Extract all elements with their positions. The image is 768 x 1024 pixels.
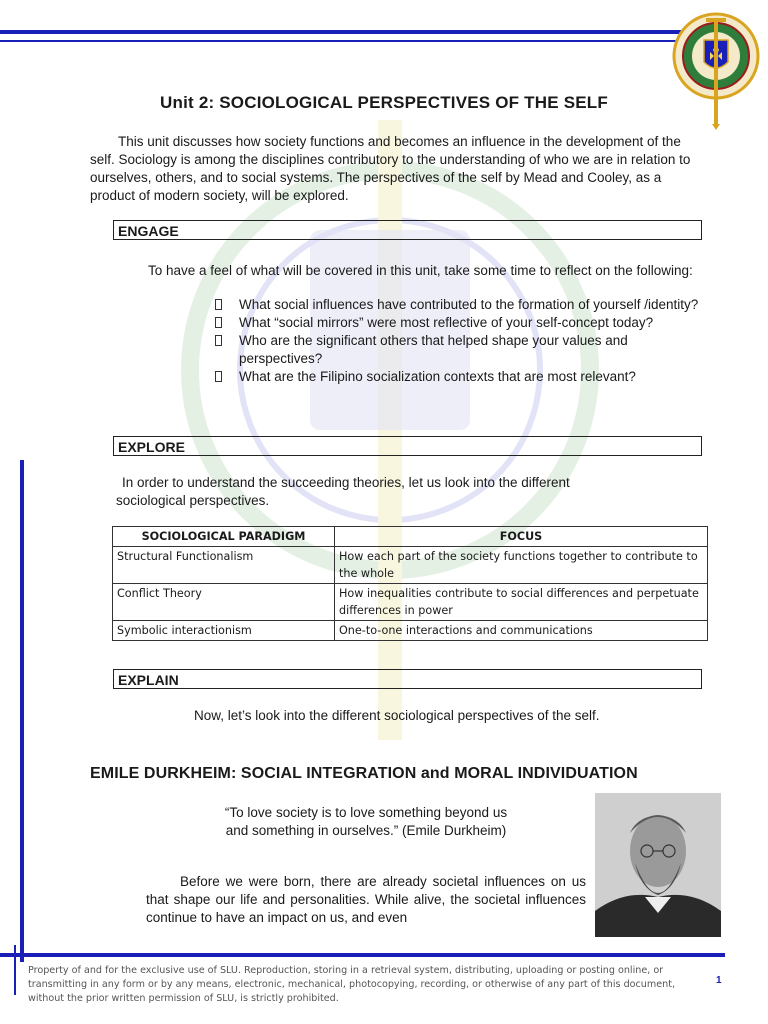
table-row bbox=[113, 621, 708, 641]
explore-lead: In order to understand the succeeding theories, let us look into the different sociological perspectives. bbox=[116, 475, 570, 508]
durkheim-portrait bbox=[595, 793, 721, 937]
table-cell: Structural Functionalism bbox=[113, 547, 335, 584]
list-item: Who are the significant others that helped shape your values and perspectives? bbox=[215, 332, 705, 368]
engage-heading: ENGAGE bbox=[113, 220, 702, 240]
intro-paragraph: This unit discusses how society functions and becomes an influence in the development of the self. Sociology is among the disciplines contributory to the understanding of who we are in relation to ourselves, others, and to social systems. The perspectives of the self by Mead and Cooley, as a product of modern society, will be explored. bbox=[90, 134, 691, 203]
list-item: What “social mirrors” were most reflective of your self-concept today? bbox=[215, 314, 705, 332]
footer-rule bbox=[0, 953, 725, 957]
unit-title: Unit 2: SOCIOLOGICAL PERSPECTIVES OF THE SELF bbox=[160, 93, 608, 112]
engage-lead: To have a feel of what will be covered in this unit, take some time to reflect on the following: bbox=[148, 263, 693, 278]
table-cell: One-to-one interactions and communications bbox=[335, 621, 708, 641]
engage-question-list bbox=[215, 296, 705, 386]
durkheim-quote: “To love society is to love something beyond us and something in ourselves.” (Emile Durkheim) bbox=[224, 805, 508, 838]
explain-heading: EXPLAIN bbox=[113, 669, 702, 689]
header-rule-thick bbox=[0, 30, 700, 34]
bullet-box-icon bbox=[215, 317, 222, 328]
table-cell: Symbolic interactionism bbox=[113, 621, 335, 641]
durkheim-section-heading: EMILE DURKHEIM: SOCIAL INTEGRATION and MORAL INDIVIDUATION bbox=[90, 765, 638, 782]
table-cell: Conflict Theory bbox=[113, 584, 335, 621]
list-item: What are the Filipino socialization contexts that are most relevant? bbox=[215, 368, 705, 386]
explain-lead: Now, let’s look into the different sociological perspectives of the self. bbox=[194, 708, 600, 723]
page-number: 1 bbox=[716, 975, 722, 986]
table-cell: How each part of the society functions together to contribute to the whole bbox=[335, 547, 708, 584]
copyright-footer: Property of and for the exclusive use of SLU. Reproduction, storing in a retrieval system, distributing, uploading or posting online, or transmitting in any form or by any means, electronic, mechanical, photocopying, recording, or otherwise of any part of this document, without the prior written permission of SLU, is strictly prohibited. bbox=[28, 965, 676, 1004]
table-row bbox=[113, 547, 708, 584]
column-header: FOCUS bbox=[335, 527, 708, 547]
table-cell: How inequalities contribute to social differences and perpetuate differences in power bbox=[335, 584, 708, 621]
footer-left-tick bbox=[14, 945, 16, 995]
bullet-box-icon bbox=[215, 335, 222, 346]
watermark-seal bbox=[180, 110, 600, 750]
sociological-paradigm-table bbox=[112, 526, 708, 641]
durkheim-body-paragraph: Before we were born, there are already societal influences on us that shape our life and personalities. While alive, the societal influences continue to have an impact on us, and even bbox=[146, 874, 586, 925]
explore-heading: EXPLORE bbox=[113, 436, 702, 456]
bullet-box-icon bbox=[215, 299, 222, 310]
table-header-row bbox=[113, 527, 708, 547]
left-margin-bar bbox=[20, 460, 24, 962]
header-rule-thin bbox=[0, 40, 700, 42]
table-row bbox=[113, 584, 708, 621]
list-item: What social influences have contributed to the formation of yourself /identity? bbox=[215, 296, 705, 314]
bullet-box-icon bbox=[215, 371, 222, 382]
column-header: SOCIOLOGICAL PARADIGM bbox=[113, 527, 335, 547]
